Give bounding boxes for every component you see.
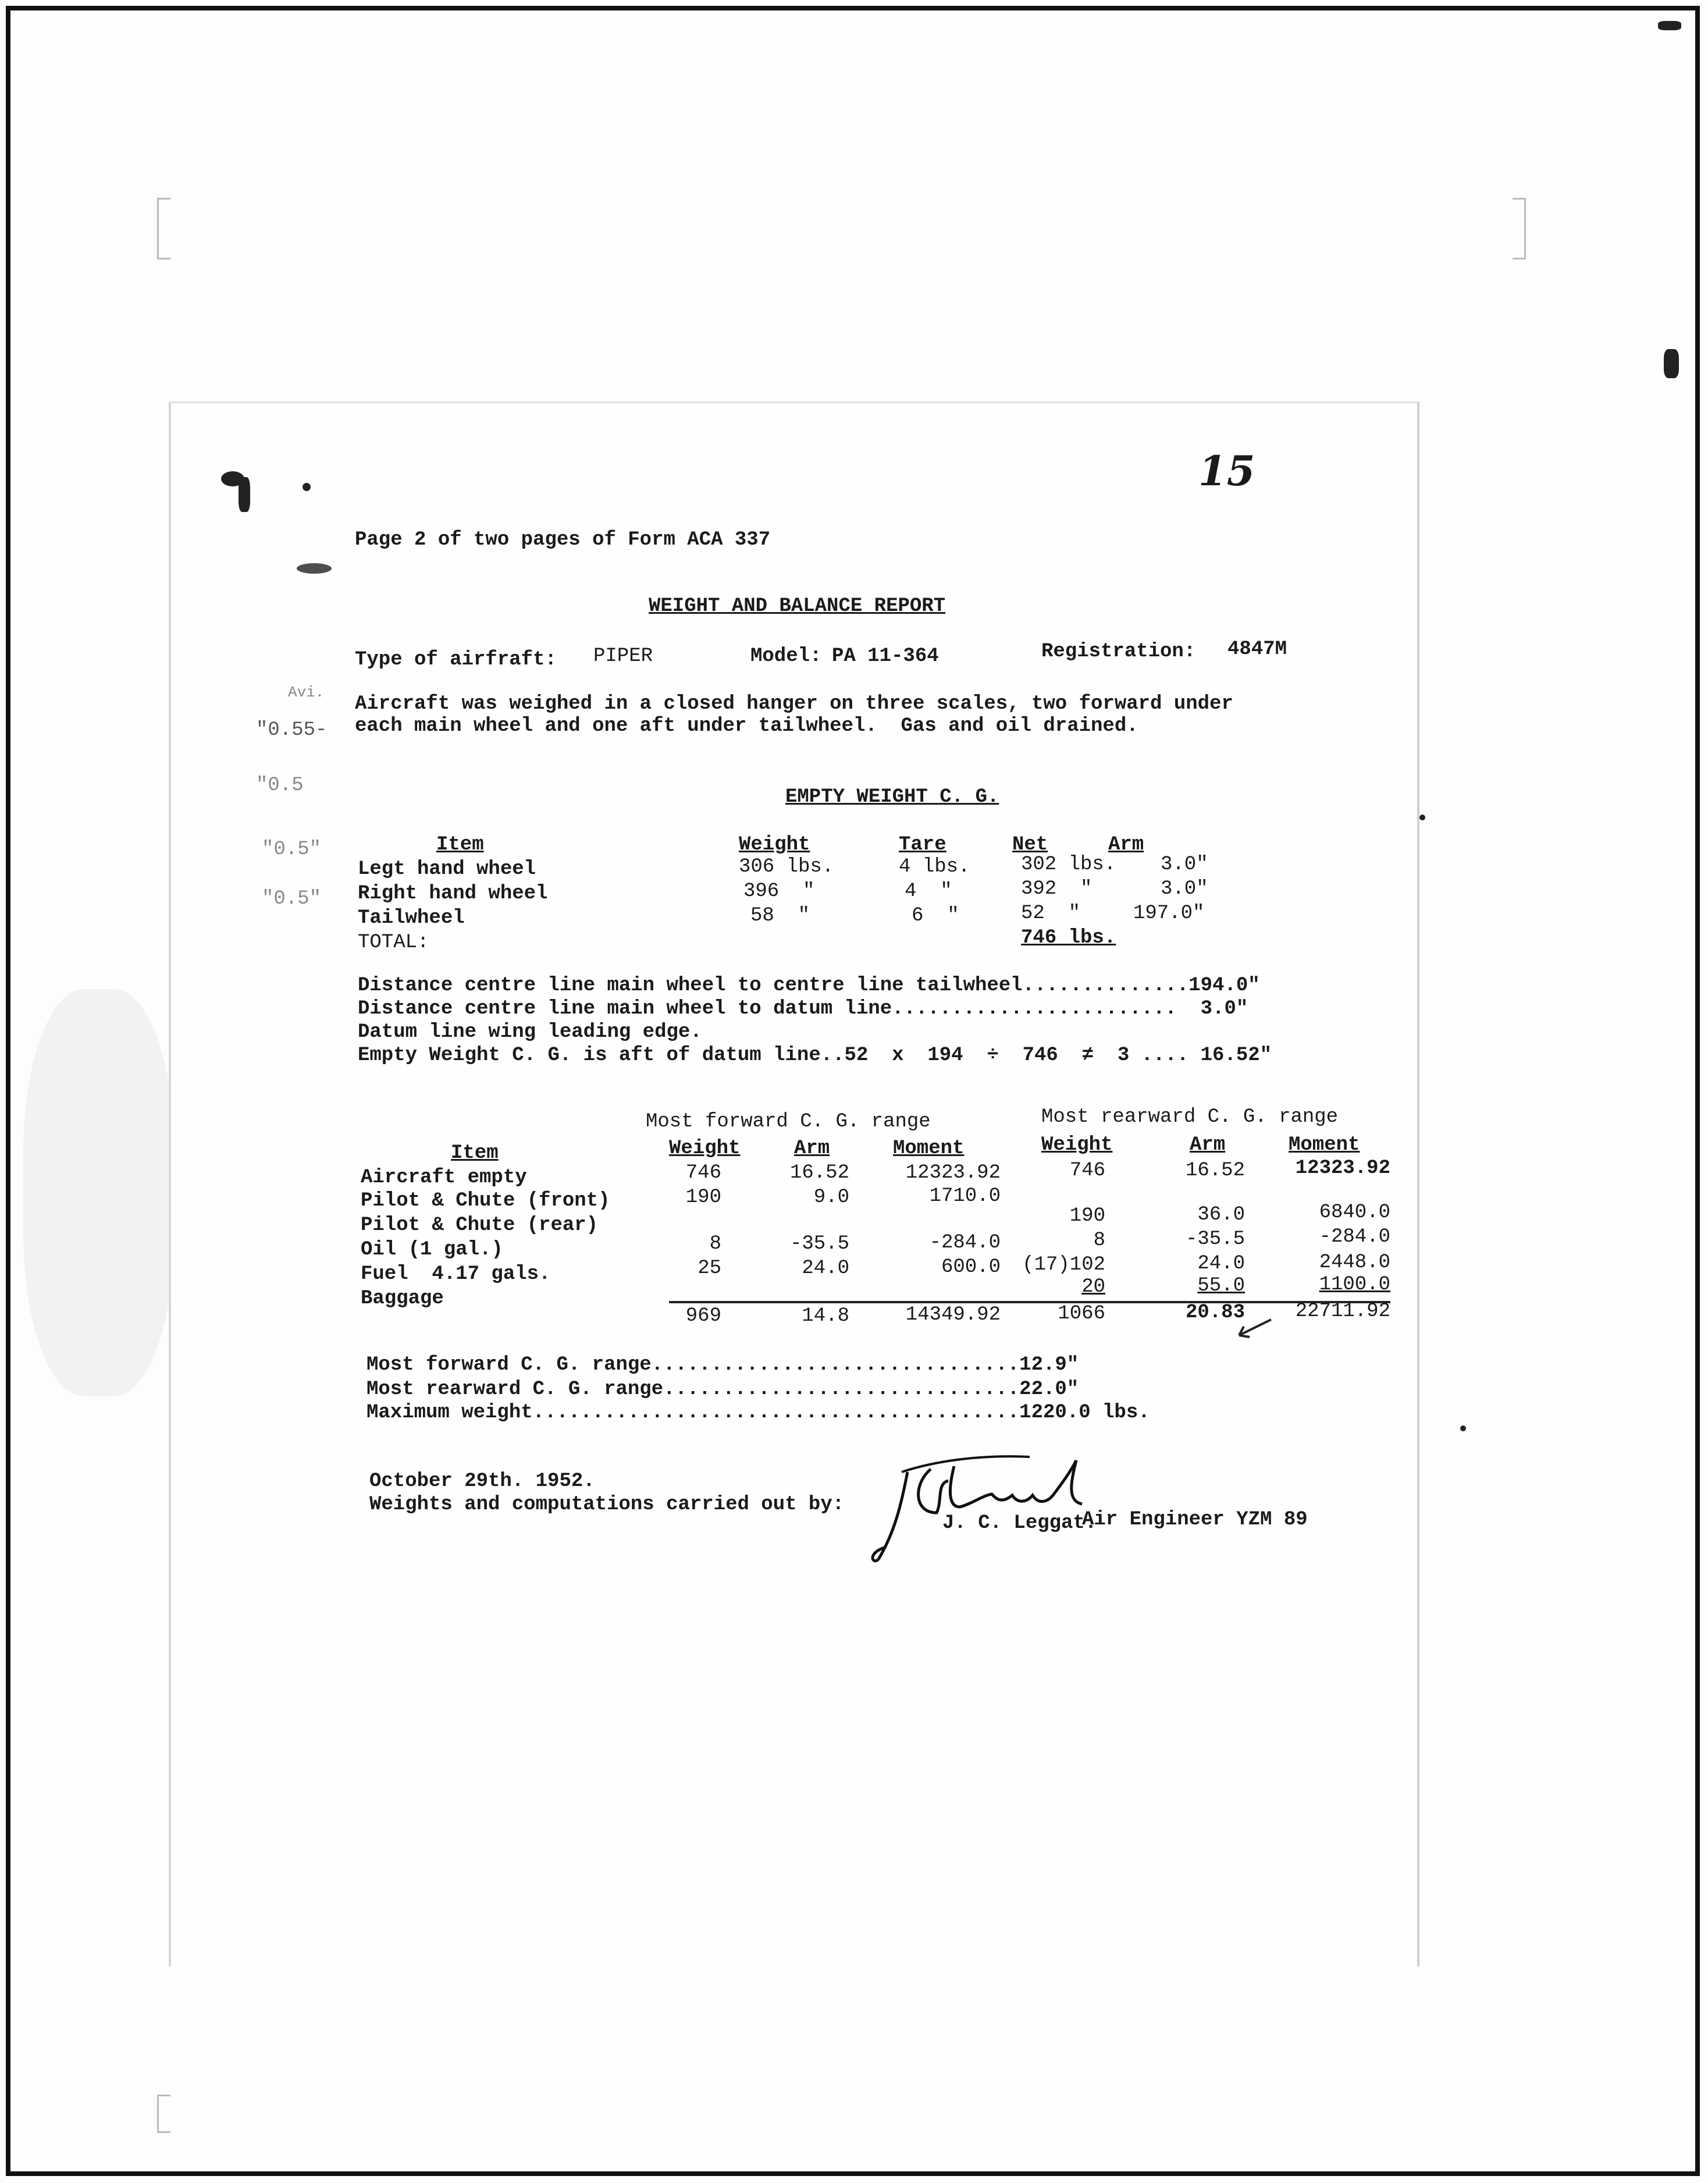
empty-cg-weight: 396 "	[743, 880, 815, 902]
aircraft-type-value: PIPER	[593, 645, 653, 667]
range-ra: 55.0	[1197, 1275, 1245, 1297]
intro-line: Aircraft was weighed in a closed hanger on three scales, two forward under	[355, 693, 1233, 715]
empty-cg-net: 52 "	[1021, 902, 1081, 925]
aircraft-type-label: Type of airfraft:	[355, 649, 557, 671]
distance-line: Datum line wing leading edge.	[358, 1021, 702, 1043]
margin-note: "0.5"	[262, 888, 322, 910]
empty-cg-header-tare: Tare	[899, 834, 946, 856]
aircraft-model-value: PA 11-364	[832, 645, 939, 667]
range-item: Pilot & Chute (front)	[361, 1190, 610, 1212]
total-rw: 1066	[1058, 1303, 1105, 1325]
margin-note: Avi.	[288, 684, 325, 701]
range-header-fa: Arm	[794, 1137, 830, 1160]
ink-blot	[1658, 21, 1681, 30]
empty-cg-item: Tailwheel	[358, 907, 465, 929]
engineer-name: J. C. Leggat.	[942, 1512, 1097, 1534]
range-fw: 8	[709, 1233, 721, 1255]
empty-cg-title: EMPTY WEIGHT C. G.	[785, 786, 999, 808]
intro-line: each main wheel and one aft under tailwheel. Gas and oil drained.	[355, 715, 1138, 737]
empty-cg-tare: 6 "	[912, 905, 959, 927]
ink-blot	[303, 483, 311, 491]
ink-blot	[1419, 815, 1425, 820]
empty-cg-net: 302 lbs.	[1021, 854, 1116, 876]
ink-blot	[239, 477, 250, 512]
empty-cg-header-item: Item	[436, 834, 484, 856]
empty-cg-tare: 4 lbs.	[899, 856, 970, 878]
scan-smudge	[23, 989, 175, 1396]
range-header-rm: Moment	[1289, 1134, 1360, 1156]
empty-cg-item: Legt hand wheel	[358, 858, 536, 880]
range-fm: 1710.0	[929, 1185, 1001, 1207]
empty-cg-item: Right hand wheel	[358, 883, 548, 905]
summary-line: Most forward C. G. range...............................12.9"	[366, 1354, 1079, 1376]
summary-line: Most rearward C. G. range..............................22.0"	[366, 1378, 1079, 1400]
folio-number: 15	[1198, 447, 1255, 495]
empty-cg-total-value: 746 lbs.	[1021, 927, 1116, 949]
registration-label: Registration:	[1041, 641, 1196, 663]
distance-line: Distance centre line main wheel to centre line tailwheel..............194.0"	[358, 975, 1260, 997]
range-item: Oil (1 gal.)	[361, 1239, 503, 1261]
range-fa: -35.5	[789, 1233, 849, 1255]
range-ra: 24.0	[1197, 1253, 1245, 1275]
total-fa: 14.8	[802, 1305, 849, 1327]
range-fa: 24.0	[802, 1257, 849, 1279]
range-rw: (17)102	[1022, 1254, 1105, 1276]
empty-cg-total-label: TOTAL:	[358, 931, 429, 954]
empty-cg-tare: 4 "	[905, 880, 952, 902]
range-rm: 2448.0	[1319, 1252, 1390, 1274]
margin-note: "0.55-	[256, 719, 328, 741]
range-item: Aircraft empty	[361, 1167, 527, 1189]
handwritten-signature	[867, 1449, 1099, 1571]
empty-cg-header-arm: Arm	[1108, 834, 1144, 856]
total-rm: 22711.92	[1295, 1300, 1390, 1322]
carried-out-label: Weights and computations carried out by:	[369, 1494, 845, 1516]
range-header-rw: Weight	[1041, 1134, 1113, 1156]
total-fw: 969	[685, 1305, 721, 1327]
total-ra: 20.83	[1185, 1302, 1245, 1324]
frame-mark-left-bottom	[157, 2095, 170, 2133]
empty-cg-net: 392 "	[1021, 878, 1093, 900]
distance-line: Distance centre line main wheel to datum line........................ 3.0"	[358, 998, 1248, 1020]
frame-mark-left	[157, 198, 170, 259]
report-title: WEIGHT AND BALANCE REPORT	[649, 595, 946, 617]
empty-cg-weight: 306 lbs.	[739, 856, 834, 878]
empty-cg-header-net: Net	[1012, 834, 1048, 856]
empty-cg-arm: 3.0"	[1161, 854, 1208, 876]
range-ra: 16.52	[1185, 1160, 1245, 1182]
engineer-title: Air Engineer YZM 89	[1082, 1509, 1308, 1531]
distance-line: Empty Weight C. G. is aft of datum line..52 x 194 ÷ 746 ≠ 3 .... 16.52"	[358, 1044, 1272, 1066]
empty-cg-weight: 58 "	[750, 905, 810, 927]
range-rm: -284.0	[1319, 1226, 1390, 1248]
range-header-item: Item	[451, 1142, 499, 1164]
range-fw: 190	[685, 1186, 721, 1208]
ink-blot	[1460, 1425, 1466, 1431]
range-fm: -284.0	[929, 1232, 1001, 1254]
forward-range-heading: Most forward C. G. range	[646, 1111, 931, 1133]
range-ra: 36.0	[1197, 1204, 1245, 1226]
margin-note: "0.5	[256, 774, 304, 797]
range-fm: 12323.92	[905, 1162, 1001, 1184]
range-fw: 25	[698, 1257, 721, 1279]
range-rm: 6840.0	[1319, 1201, 1390, 1224]
margin-note: "0.5"	[262, 838, 322, 861]
check-arrow-icon	[1233, 1315, 1274, 1344]
range-item: Fuel 4.17 gals.	[361, 1263, 551, 1285]
empty-cg-arm: 197.0"	[1133, 902, 1205, 925]
range-fa: 9.0	[813, 1186, 849, 1208]
range-fa: 16.52	[789, 1162, 849, 1184]
range-rw: 20	[1081, 1276, 1105, 1298]
range-item: Pilot & Chute (rear)	[361, 1214, 599, 1236]
form-page-line: Page 2 of two pages of Form ACA 337	[355, 529, 771, 551]
range-rm: 1100.0	[1319, 1274, 1390, 1296]
registration-value: 4847M	[1227, 638, 1287, 660]
range-rm: 12323.92	[1295, 1157, 1390, 1179]
rearward-range-heading: Most rearward C. G. range	[1041, 1106, 1339, 1128]
range-ra: -35.5	[1185, 1228, 1245, 1250]
range-rw: 746	[1069, 1160, 1105, 1182]
aircraft-model-label: Model:	[750, 645, 822, 667]
total-fm: 14349.92	[905, 1304, 1001, 1326]
ink-blot	[1664, 349, 1679, 378]
empty-cg-arm: 3.0"	[1161, 878, 1208, 900]
range-item: Baggage	[361, 1288, 444, 1310]
frame-mark-right	[1513, 198, 1526, 259]
range-header-fm: Moment	[893, 1137, 965, 1160]
range-rw: 190	[1069, 1205, 1105, 1227]
range-header-ra: Arm	[1190, 1134, 1226, 1156]
report-date: October 29th. 1952.	[369, 1470, 595, 1492]
empty-cg-header-weight: Weight	[739, 834, 810, 856]
range-rw: 8	[1093, 1229, 1105, 1252]
ink-blot	[297, 563, 332, 574]
range-fw: 746	[685, 1162, 721, 1184]
range-header-fw: Weight	[669, 1137, 741, 1160]
summary-line: Maximum weight.........................................1220.0 lbs.	[366, 1402, 1150, 1424]
range-fm: 600.0	[941, 1256, 1001, 1278]
